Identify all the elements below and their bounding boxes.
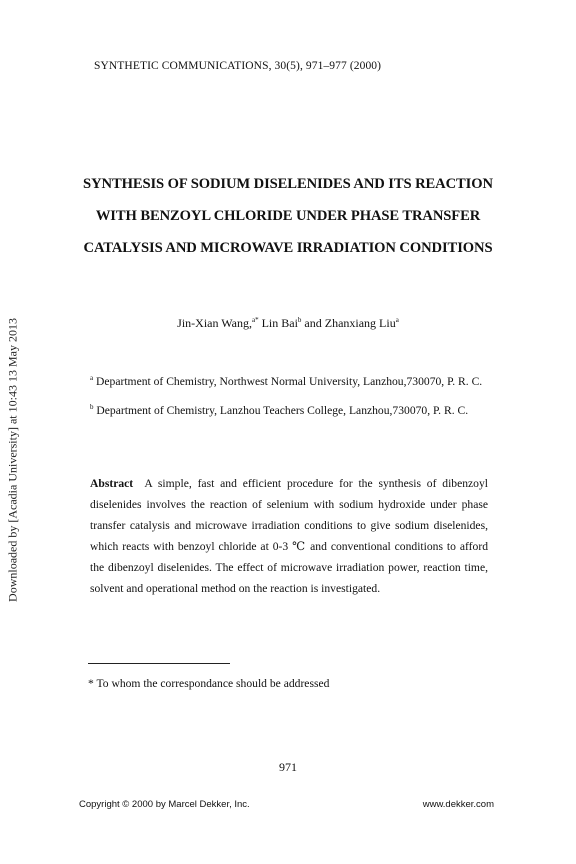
affiliation-b-mark: b xyxy=(90,403,94,412)
abstract-block xyxy=(90,473,488,599)
author-wang-mark: a* xyxy=(251,316,259,324)
affiliation-a xyxy=(90,375,482,388)
page-number: 971 xyxy=(279,760,297,774)
affiliation-b xyxy=(90,404,468,417)
author-wang: Jin-Xian Wang, xyxy=(177,316,252,330)
affiliation-a-mark: a xyxy=(90,374,94,383)
copyright-notice: Copyright © 2000 by Marcel Dekker, Inc. xyxy=(79,799,250,810)
journal-reference: SYNTHETIC COMMUNICATIONS, 30(5), 971–977 (2000) xyxy=(94,60,382,72)
title-line-2: WITH BENZOYL CHLORIDE UNDER PHASE TRANSFER xyxy=(95,208,481,224)
abstract-label: Abstract xyxy=(90,477,134,490)
footnote-rule xyxy=(88,663,230,664)
abstract-text: A simple, fast and efficient procedure for the synthesis of dibenzoyl diselenides involves the reaction of selenium with sodium hydroxide under phase transfer catalysis and microwave irradiation conditions to give sodium diselenides, which reacts with benzoyl chloride at 0-3 ℃ and conventional conditions to afford the dibenzoyl diselenides. The effect of microwave irradiation power, reaction time, solvent and operational method on the reaction is investigated. xyxy=(90,477,489,595)
affiliation-a-text: Department of Chemistry, Northwest Normal University, Lanzhou,730070, P. R. C. xyxy=(96,375,483,388)
author-liu-mark: a xyxy=(395,316,399,324)
author-list xyxy=(0,316,576,331)
download-notice: Downloaded by [Acadia University] at 10:43 13 May 2013 xyxy=(5,318,20,602)
publisher-website: www.dekker.com xyxy=(422,799,494,810)
author-bai-mark: b xyxy=(297,316,302,324)
author-liu: and Zhanxiang Liu xyxy=(304,316,396,330)
affiliation-b-text: Department of Chemistry, Lanzhou Teachers College, Lanzhou,730070, P. R. C. xyxy=(96,404,469,417)
title-line-1: SYNTHESIS OF SODIUM DISELENIDES AND ITS REACTION xyxy=(83,176,493,192)
author-bai: Lin Bai xyxy=(261,316,298,330)
footnote: * To whom the correspondance should be addressed xyxy=(88,677,330,690)
title-line-3: CATALYSIS AND MICROWAVE IRRADIATION CONDITIONS xyxy=(83,240,493,256)
